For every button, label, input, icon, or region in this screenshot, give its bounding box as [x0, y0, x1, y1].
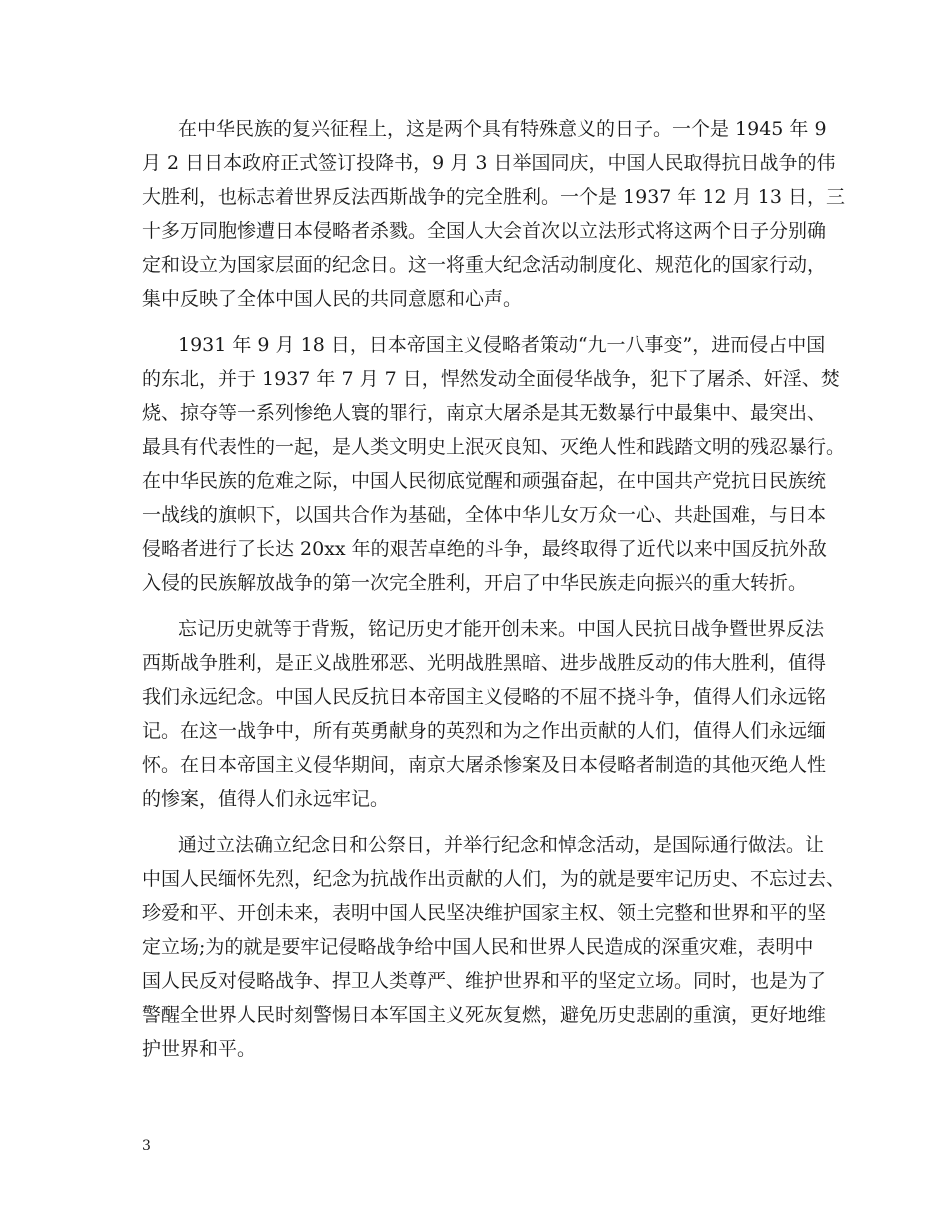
- paragraph-line: 在中华民族的危难之际，中国人民彻底觉醒和顽强奋起，在中国共产党抗日民族统: [142, 470, 827, 492]
- paragraph-line: 的东北，并于 1937 年 7 月 7 日，悍然发动全面侵华战争，犯下了屠杀、奸淫、焚: [142, 368, 840, 390]
- paragraph-line: 护世界和平。: [142, 1038, 257, 1060]
- paragraph-line: 一战线的旗帜下，以国共合作为基础，全体中华儿女万众一心、共赴国难，与日本: [142, 504, 827, 526]
- paragraph-line: 怀。在日本帝国主义侵华期间，南京大屠杀惨案及日本侵略者制造的其他灭绝人性: [142, 754, 827, 776]
- paragraph-line: 国人民反对侵略战争、捍卫人类尊严、维护世界和平的坚定立场。同时，也是为了: [142, 970, 827, 992]
- paragraph-1: [142, 112, 845, 316]
- paragraph-line: 珍爱和平、开创未来，表明中国人民坚决维护国家主权、领土完整和世界和平的坚: [142, 902, 827, 924]
- paragraph-line: 中国人民缅怀先烈，纪念为抗战作出贡献的人们，为的就是要牢记历史、不忘过去、: [142, 868, 846, 890]
- paragraph-line: 忘记历史就等于背叛，铭记历史才能开创未来。中国人民抗日战争暨世界反法: [178, 618, 825, 640]
- paragraph-line: 入侵的民族解放战争的第一次完全胜利，开启了中华民族走向振兴的重大转折。: [142, 572, 808, 594]
- paragraph-line: 的惨案，值得人们永远牢记。: [142, 788, 390, 810]
- paragraph-line: 记。在这一战争中，所有英勇献身的英烈和为之作出贡献的人们，值得人们永远缅: [142, 720, 827, 742]
- page-number: 3: [142, 1138, 151, 1154]
- paragraph-3: [142, 612, 827, 816]
- paragraph-line: 通过立法确立纪念日和公祭日，并举行纪念和悼念活动，是国际通行做法。让: [178, 834, 825, 856]
- paragraph-line: 定和设立为国家层面的纪念日。这一将重大纪念活动制度化、规范化的国家行动，: [142, 254, 827, 276]
- paragraph-line: 西斯战争胜利，是正义战胜邪恶、光明战胜黑暗、进步战胜反动的伟大胜利，值得: [142, 652, 827, 674]
- paragraph-line: 定立场;为的就是要牢记侵略战争给中国人民和世界人民造成的深重灾难，表明中: [142, 936, 814, 958]
- paragraph-4: [142, 828, 846, 1066]
- paragraph-2: [142, 328, 846, 600]
- document-body: [142, 112, 846, 1078]
- paragraph-line: 1931 年 9 月 18 日，日本帝国主义侵略者策动“九一八事变”，进而侵占中国: [178, 334, 826, 356]
- paragraph-line: 十多万同胞惨遭日本侵略者杀戮。全国人大会首次以立法形式将这两个日子分别确: [142, 220, 827, 242]
- paragraph-line: 烧、掠夺等一系列惨绝人寰的罪行，南京大屠杀是其无数暴行中最集中、最突出、: [142, 402, 827, 424]
- paragraph-line: 大胜利，也标志着世界反法西斯战争的完全胜利。一个是 1937 年 12 月 13 日，三: [142, 186, 845, 208]
- paragraph-line: 侵略者进行了长达 20xx 年的艰苦卓绝的斗争，最终取得了近代以来中国反抗外敌: [142, 538, 827, 560]
- paragraph-line: 在中华民族的复兴征程上，这是两个具有特殊意义的日子。一个是 1945 年 9: [178, 118, 827, 140]
- paragraph-line: 我们永远纪念。中国人民反抗日本帝国主义侵略的不屈不挠斗争，值得人们永远铭: [142, 686, 827, 708]
- paragraph-line: 警醒全世界人民时刻警惕日本军国主义死灰复燃，避免历史悲剧的重演，更好地维: [142, 1004, 827, 1026]
- paragraph-line: 集中反映了全体中国人民的共同意愿和心声。: [142, 288, 523, 310]
- paragraph-line: 最具有代表性的一起，是人类文明史上泯灭良知、灭绝人性和践踏文明的残忍暴行。: [142, 436, 846, 458]
- paragraph-line: 月 2 日日本政府正式签订投降书，9 月 3 日举国同庆，中国人民取得抗日战争的伟: [142, 152, 836, 174]
